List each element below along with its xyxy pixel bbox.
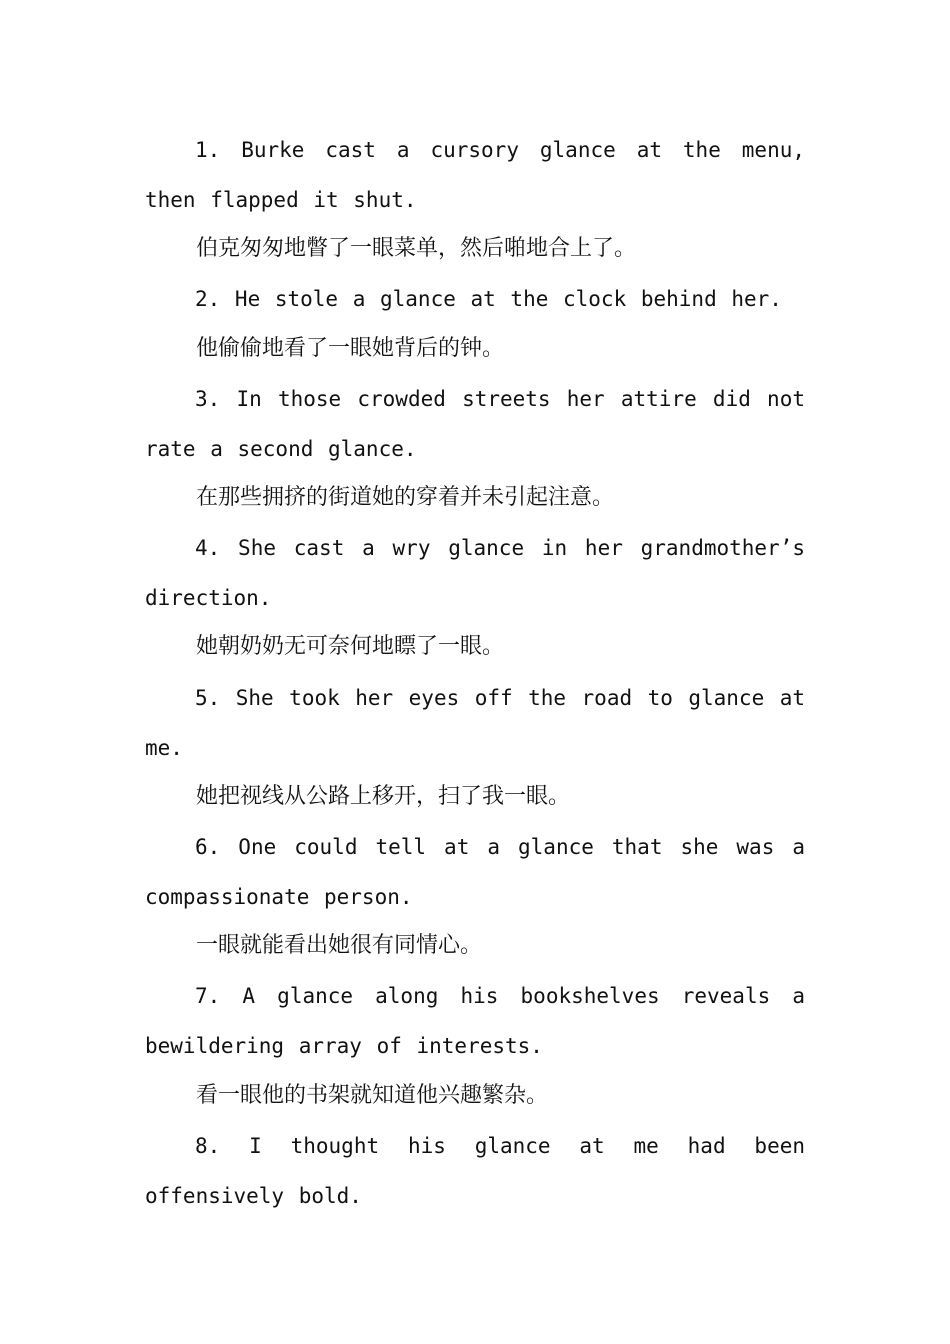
example-sentence-5: 5. She took her eyes off the road to glance at me. [145, 686, 805, 760]
translation-4: 她朝奶奶无可奈何地瞟了一眼。 [196, 634, 505, 659]
example-sentence-6: 6. One could tell at a glance that she was a compassionate person. [145, 835, 805, 909]
translation-1: 伯克匆匆地瞥了一眼菜单，然后啪地合上了。 [196, 236, 637, 261]
example-sentence-2: 2. He stole a glance at the clock behind her. [195, 287, 782, 311]
example-sentence-4: 4. She cast a wry glance in her grandmother’s direction. [145, 536, 805, 610]
translation-5: 她把视线从公路上移开，扫了我一眼。 [196, 784, 571, 809]
example-sentence-7: 7. A glance along his bookshelves reveals a bewildering array of interests. [145, 984, 805, 1058]
example-sentence-8: 8. I thought his glance at me had been offensively bold. [145, 1134, 805, 1208]
translation-7: 看一眼他的书架就知道他兴趣繁杂。 [196, 1083, 549, 1108]
translation-3: 在那些拥挤的街道她的穿着并未引起注意。 [196, 485, 615, 510]
translation-6: 一眼就能看出她很有同情心。 [196, 933, 483, 958]
translation-2: 他偷偷地看了一眼她背后的钟。 [196, 336, 505, 361]
example-sentence-1: 1. Burke cast a cursory glance at the menu, then flapped it shut. [145, 138, 805, 212]
example-sentence-3: 3. In those crowded streets her attire did not rate a second glance. [145, 387, 805, 461]
